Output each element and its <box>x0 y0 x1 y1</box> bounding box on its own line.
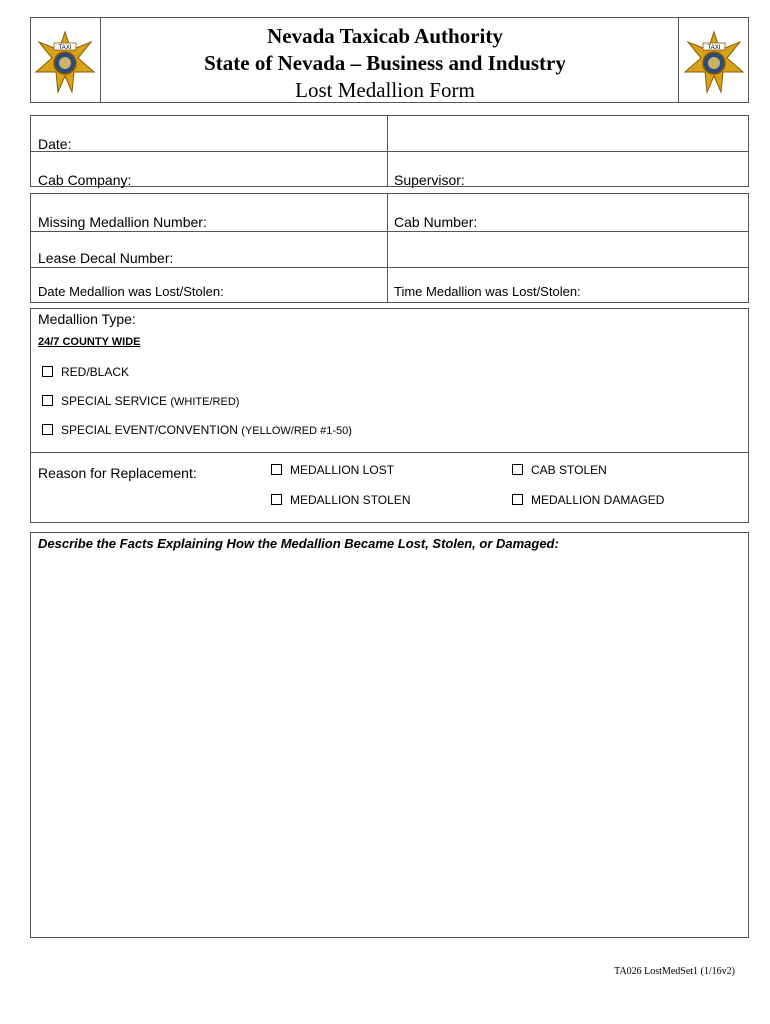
reason-cab-stolen-label: CAB STOLEN <box>531 463 607 477</box>
supervisor-field[interactable] <box>388 152 748 186</box>
reason-medallion-damaged-label: MEDALLION DAMAGED <box>531 493 665 507</box>
missing-medallion-number-field[interactable] <box>31 194 386 230</box>
facts-textarea[interactable] <box>32 558 747 936</box>
checkbox-medallion-lost[interactable] <box>271 464 282 475</box>
checkbox-red-black[interactable] <box>42 366 53 377</box>
lease-decal-number-field[interactable] <box>31 232 748 266</box>
checkbox-special-service[interactable] <box>42 395 53 406</box>
left-badge-text: TAXI <box>58 45 72 51</box>
supervisor-label: Supervisor: <box>394 172 465 188</box>
section-type-row-line <box>30 452 749 453</box>
cab-number-field[interactable] <box>388 194 748 230</box>
option-special-service-label: SPECIAL SERVICE <box>61 394 168 408</box>
cab-company-label: Cab Company: <box>38 172 132 188</box>
reason-medallion-lost-label: MEDALLION LOST <box>290 463 395 477</box>
option-red-black-label: RED/BLACK <box>61 365 130 379</box>
header-form-title: Lost Medallion Form <box>295 78 475 102</box>
checkbox-cab-stolen[interactable] <box>512 464 523 475</box>
time-lost-label: Time Medallion was Lost/Stolen: <box>394 284 581 299</box>
cab-company-field[interactable] <box>31 152 386 186</box>
medallion-type-label: Medallion Type: <box>38 311 136 327</box>
checkbox-medallion-damaged[interactable] <box>512 494 523 505</box>
medallion-type-heading: 24/7 COUNTY WIDE <box>38 336 141 348</box>
date-lost-label: Date Medallion was Lost/Stolen: <box>38 284 224 299</box>
header-title-department: State of Nevada – Business and Industry <box>204 51 566 75</box>
option-special-service <box>61 394 239 408</box>
option-special-event-sub: (YELLOW/RED #1-50) <box>241 425 352 437</box>
facts-heading: Describe the Facts Explaining How the Medallion Became Lost, Stolen, or Damaged: <box>38 536 559 551</box>
date-lost-field[interactable] <box>31 268 386 302</box>
checkbox-special-event[interactable] <box>42 424 53 435</box>
option-special-event-label: SPECIAL EVENT/CONVENTION <box>61 423 238 437</box>
time-lost-field[interactable] <box>388 268 748 302</box>
right-badge-text: TAXI <box>707 45 721 51</box>
reason-medallion-stolen-label: MEDALLION STOLEN <box>290 493 411 507</box>
option-special-service-sub: (WHITE/RED) <box>170 396 240 408</box>
reason-label: Reason for Replacement: <box>38 465 197 481</box>
date-label: Date: <box>38 136 72 152</box>
checkbox-medallion-stolen[interactable] <box>271 494 282 505</box>
option-special-event <box>61 423 352 437</box>
cab-number-label: Cab Number: <box>394 214 478 230</box>
footer-form-id: TA026 LostMedSet1 (1/16v2) <box>614 966 735 977</box>
lease-decal-number-label: Lease Decal Number: <box>38 250 174 266</box>
header-title-authority: Nevada Taxicab Authority <box>267 24 503 48</box>
missing-medallion-number-label: Missing Medallion Number: <box>38 214 207 230</box>
date-field[interactable] <box>388 116 748 150</box>
